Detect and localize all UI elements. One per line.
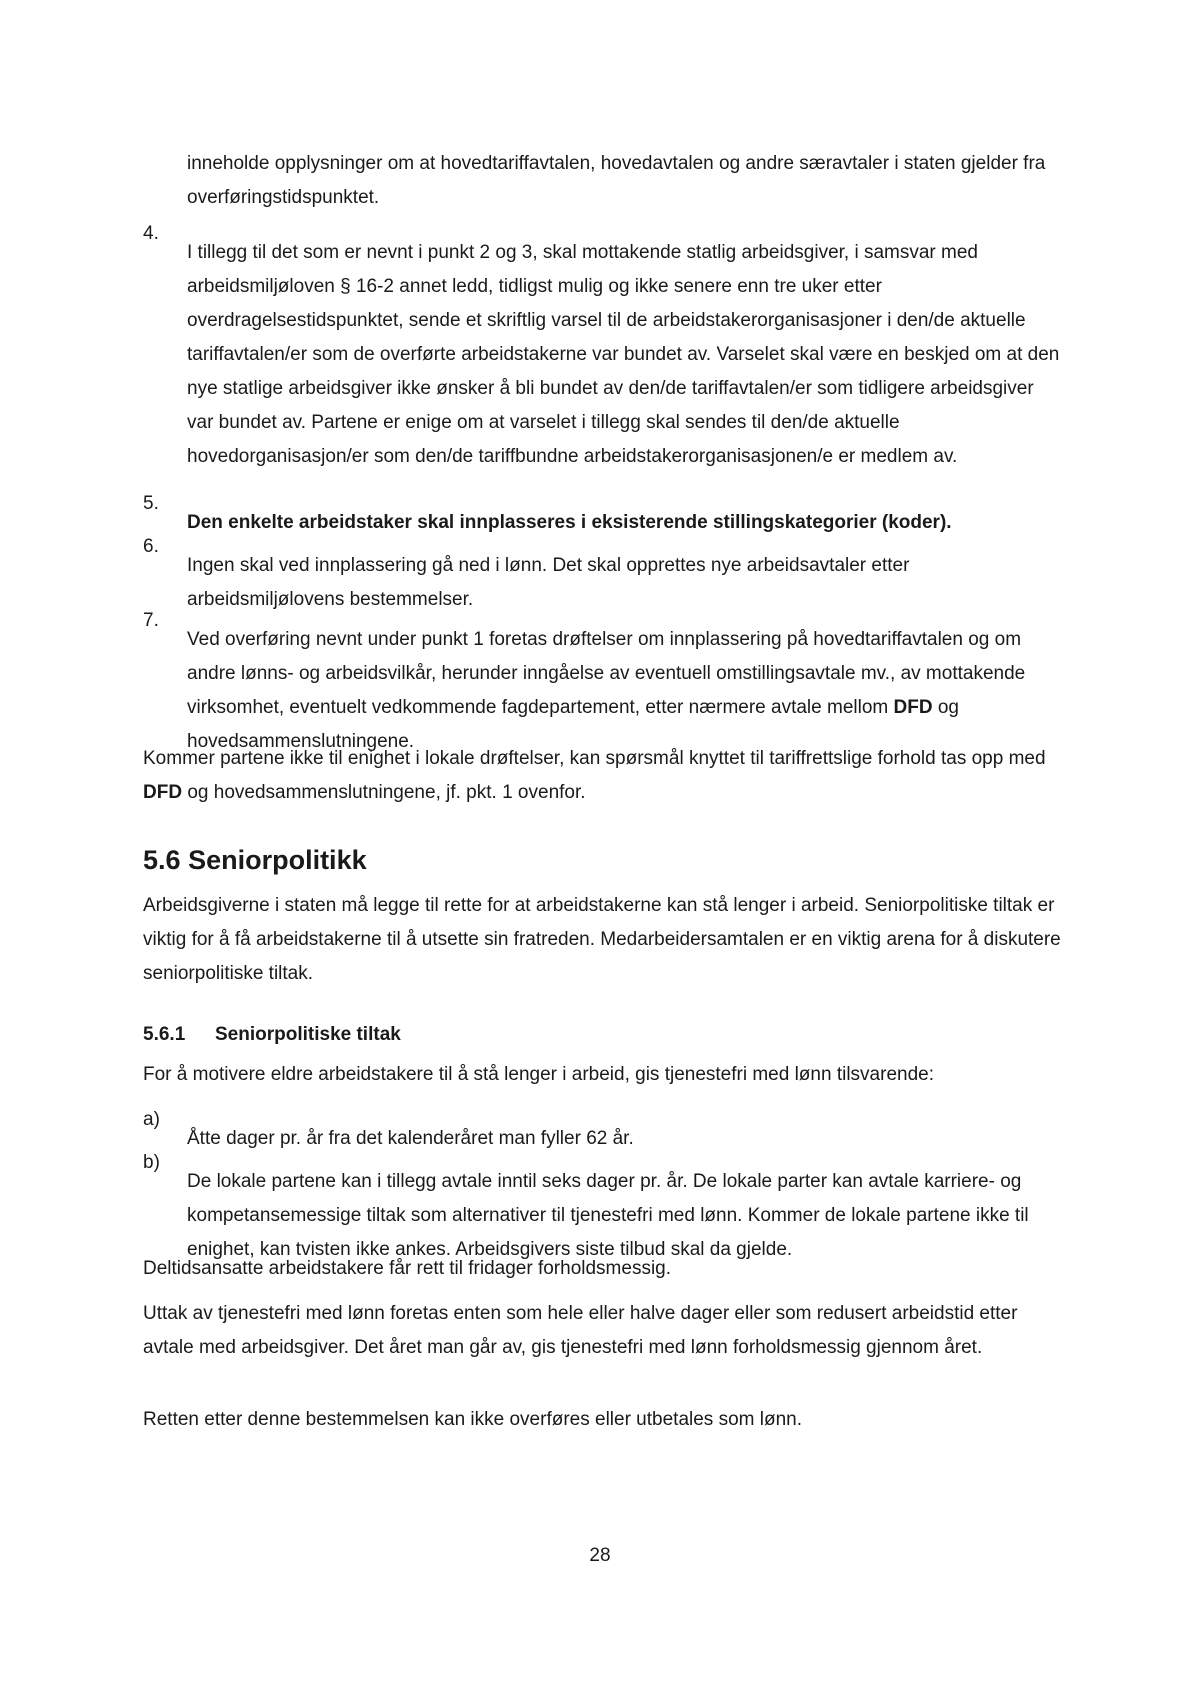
letter-item-a: a) Åtte dager pr. år fra det kalenderåret man fyller 62 år. [143,1109,634,1149]
paragraph-enighet: Kommer partene ikke til enighet i lokale drøftelser, kan spørsmål knyttet til tariffrettslige forhold tas opp med DFD og hovedsammenslutningene, jf. pkt. 1 ovenfor. [143,748,1046,803]
section-paragraph: Arbeidsgiverne i staten må legge til rette for at arbeidstakerne kan stå lenger i arbeid. Seniorpolitiske tiltak er viktig for å få arbeidstakerne til å utsette sin fratreden. Medarbeidersamtalen er en viktig arena for å diskutere seniorpolitiske tiltak. [143,895,1061,984]
subsection-intro: For å motivere eldre arbeidstakere til å stå lenger i arbeid, gis tjenestefri med lønn tilsvarende: [143,1064,934,1085]
letter-item-b: b) De lokale partene kan i tillegg avtale inntil seks dager pr. år. De lokale parter kan avtale karriere- og kompetansemessige tiltak som alternativer til tjenestefri med lønn. Kommer de lokale partene ikke til enighet, kan tvisten ikke ankes. Arbeidsgivers siste tilbud skal da gjelde. [143,1152,1029,1260]
paragraph-uttak: Uttak av tjenestefri med lønn foretas enten som hele eller halve dager eller som redusert arbeidstid etter avtale med arbeidsgiver. Det året man går av, gis tjenestefri med lønn forholdsmessig gjennom året. [143,1303,1018,1358]
continued-paragraph: inneholde opplysninger om at hovedtariffavtalen, hovedavtalen og andre særavtaler i staten gjelder fra overføringstidspunktet. [187,153,1046,208]
list-item-6: 6. Ingen skal ved innplassering gå ned i lønn. Det skal opprettes nye arbeidsavtaler etter arbeidsmiljølovens bestemmelser. [143,536,910,610]
list-item-7: 7. Ved overføring nevnt under punkt 1 foretas drøftelser om innplassering på hovedtariffavtalen og om andre lønns- og arbeidsvilkår, herunder inngåelse av eventuell omstillingsavtale mv., av mottakende virksomhet, eventuelt vedkommende fagdepartement, etter nærmere avtale mellom DFD og hovedsammenslutningene. [143,610,1026,752]
list-item-4: 4. I tillegg til det som er nevnt i punkt 2 og 3, skal mottakende statlig arbeidsgiver, i samsvar med arbeidsmiljøloven § 16-2 annet ledd, tidligst mulig og ikke senere enn tre uker etter overdragelsestidspunktet, sende et skriftlig varsel til de arbeidstakerorganisasjoner i den/de aktuelle tariffavtalen/er som de overførte arbeidstakerne var bundet av. Varselet skal være en beskjed om at den nye statlige arbeidsgiver ikke ønsker å bli bundet av den/de tariffavtalen/er som tidligere arbeidsgiver var bundet av. Partene er enige om at varselet i tillegg skal sendes til den/de aktuelle hovedorganisasjon/er som den/de tariffbundne arbeidstakerorganisasjonen/e er medlem av. [143,223,1060,467]
page-number: 28 [589,1545,611,1566]
paragraph-deltid: Deltidsansatte arbeidstakere får rett til fridager forholdsmessig. [143,1258,672,1279]
list-item-5: 5. Den enkelte arbeidstaker skal innplasseres i eksisterende stillingskategorier (koder). [143,493,952,533]
paragraph-retten: Retten etter denne bestemmelsen kan ikke overføres eller utbetales som lønn. [143,1409,802,1430]
subsection-heading: 5.6.1 Seniorpolitiske tiltak [143,1024,401,1045]
section-heading: 5.6 Seniorpolitikk [143,845,367,875]
